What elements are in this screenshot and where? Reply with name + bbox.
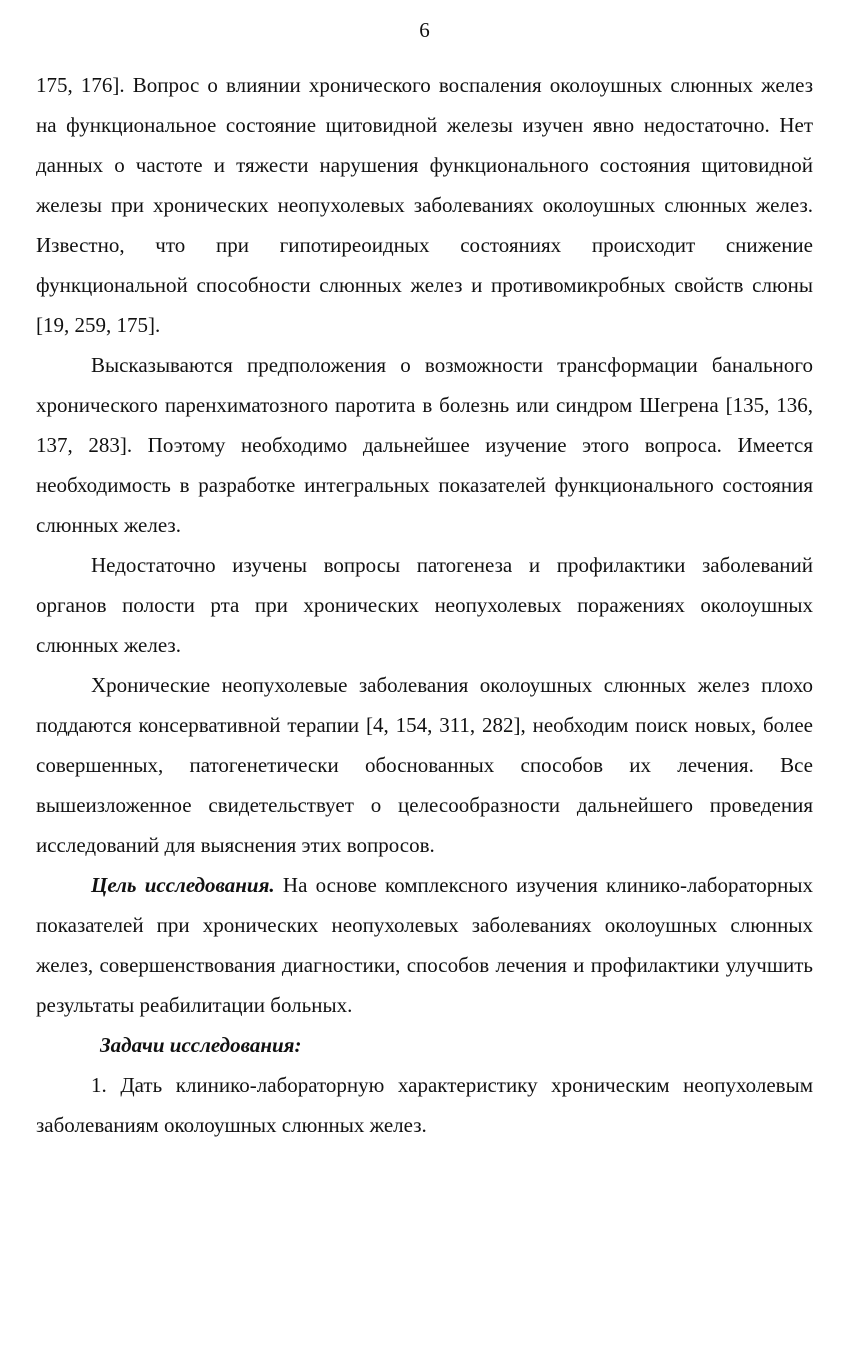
task-number: 1. (91, 1073, 107, 1097)
research-goal-label: Цель исследования. (91, 873, 275, 897)
paragraph-sjogren: Высказываются предположения о возможности трансформации банального хронического паренхиматозного паротита в болезнь или синдром Шегрена [135, 136, 137, 283]. Поэтому необходимо дальнейшее изучение этого вопроса. Имеется необходимость в разработке интегральных показателей функционального состояния слюнных желез. (36, 353, 813, 537)
research-tasks-heading: Задачи исследования: (100, 1033, 302, 1057)
paragraph-therapy: Хронические неопухолевые заболевания околоушных слюнных желез плохо поддаются консервативной терапии [4, 154, 311, 282], необходим поиск новых, более совершенных, патогенетически обоснованных способов их лечения. Все вышеизложенное свидетельствует о целесообразности дальнейшего проведения исследований для выяснения этих вопросов. (36, 673, 813, 857)
paragraph-continuation: 175, 176]. Вопрос о влиянии хронического воспаления околоушных слюнных желез на функциональное состояние щитовидной железы изучен явно недостаточно. Нет данных о частоте и тяжести нарушения функционального состояния щитовидной железы при хронических неопухолевых заболеваниях околоушных слюнных желез. Известно, что при гипотиреоидных состояниях происходит снижение функциональной способности слюнных желез и противомикробных свойств слюны [19, 259, 175]. (36, 73, 813, 337)
paragraph-research-goal (36, 865, 813, 1025)
research-goal-text: На основе комплексного изучения клинико-лабораторных показателей при хронических неопухолевых заболеваниях околоушных слюнных желез, совершенствования диагностики, способов лечения и профилактики улучшить результаты реабилитации больных. (36, 873, 813, 1017)
task-text: Дать клинико-лабораторную характеристику хроническим неопухолевым заболеваниям околоушных слюнных желез. (36, 1073, 813, 1137)
task-item (36, 1065, 813, 1145)
paragraph-pathogenesis: Недостаточно изучены вопросы патогенеза и профилактики заболеваний органов полости рта при хронических неопухолевых поражениях околоушных слюнных желез. (36, 553, 813, 657)
page-number: 6 (419, 18, 430, 42)
document-body (36, 65, 813, 1145)
